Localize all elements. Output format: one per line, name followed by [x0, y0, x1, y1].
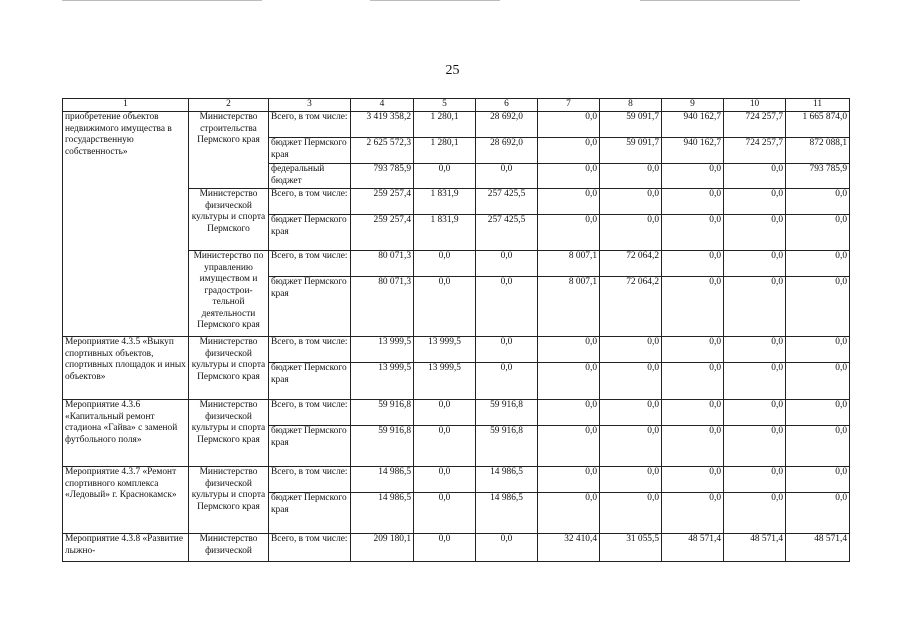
amount-cell-col-4: 14 986,5: [351, 493, 414, 534]
amount-cell-col-7: 0,0: [538, 467, 600, 493]
amount-cell-col-11: 0,0: [786, 426, 850, 467]
responsible-executor-cell: Министерство физической культуры и спорта Пермского края: [189, 400, 269, 467]
amount-cell-col-10: 724 257,7: [724, 112, 786, 138]
amount-cell-col-4: 209 180,1: [351, 534, 414, 562]
event-name-cell: Мероприятие 4.3.5 «Выкуп спортивных объектов, спортивных площадок и иных объектов»: [63, 337, 189, 400]
amount-cell-col-8: 0,0: [600, 337, 662, 363]
amount-cell-col-5: 1 831,9: [414, 215, 476, 251]
amount-cell-col-4: 80 071,3: [351, 277, 414, 337]
amount-cell-col-6: 59 916,8: [476, 400, 538, 426]
amount-cell-col-9: 0,0: [662, 467, 724, 493]
amount-cell-col-9: 0,0: [662, 363, 724, 400]
amount-cell-col-10: 0,0: [724, 400, 786, 426]
amount-cell-col-11: 0,0: [786, 251, 850, 277]
amount-cell-col-10: 0,0: [724, 215, 786, 251]
amount-cell-col-8: 0,0: [600, 426, 662, 467]
funding-source-cell: бюджет Пермского края: [269, 363, 351, 400]
amount-cell-col-10: 0,0: [724, 493, 786, 534]
amount-cell-col-7: 0,0: [538, 189, 600, 215]
amount-cell-col-8: 59 091,7: [600, 138, 662, 164]
amount-cell-col-4: 13 999,5: [351, 363, 414, 400]
table-row: [63, 337, 850, 363]
table-row: [63, 400, 850, 426]
funding-source-cell: Всего, в том числе:: [269, 400, 351, 426]
amount-cell-col-10: 48 571,4: [724, 534, 786, 562]
amount-cell-col-8: 72 064,2: [600, 251, 662, 277]
amount-cell-col-7: 32 410,4: [538, 534, 600, 562]
amount-cell-col-7: 0,0: [538, 400, 600, 426]
amount-cell-col-10: 0,0: [724, 467, 786, 493]
amount-cell-col-5: 0,0: [414, 164, 476, 189]
amount-cell-col-10: 0,0: [724, 189, 786, 215]
amount-cell-col-4: 14 986,5: [351, 467, 414, 493]
table-row: [63, 112, 850, 138]
column-header-1: 1: [63, 99, 189, 112]
amount-cell-col-8: 0,0: [600, 400, 662, 426]
amount-cell-col-11: 0,0: [786, 189, 850, 215]
amount-cell-col-10: 0,0: [724, 164, 786, 189]
amount-cell-col-6: 14 986,5: [476, 467, 538, 493]
amount-cell-col-4: 259 257,4: [351, 215, 414, 251]
responsible-executor-cell: Министерство физической культуры и спорта Пермского: [189, 189, 269, 251]
amount-cell-col-10: 0,0: [724, 363, 786, 400]
amount-cell-col-11: 0,0: [786, 215, 850, 251]
funding-source-cell: федеральный бюджет: [269, 164, 351, 189]
funding-source-cell: Всего, в том числе:: [269, 467, 351, 493]
amount-cell-col-7: 0,0: [538, 426, 600, 467]
amount-cell-col-6: 0,0: [476, 164, 538, 189]
amount-cell-col-4: 13 999,5: [351, 337, 414, 363]
amount-cell-col-6: 14 986,5: [476, 493, 538, 534]
amount-cell-col-6: 59 916,8: [476, 426, 538, 467]
amount-cell-col-5: 0,0: [414, 400, 476, 426]
amount-cell-col-10: 0,0: [724, 337, 786, 363]
page-number: 25: [445, 63, 460, 78]
funding-source-cell: Всего, в том числе:: [269, 251, 351, 277]
amount-cell-col-9: 0,0: [662, 215, 724, 251]
amount-cell-col-11: 48 571,4: [786, 534, 850, 562]
amount-cell-col-5: 1 831,9: [414, 189, 476, 215]
amount-cell-col-7: 0,0: [538, 164, 600, 189]
amount-cell-col-10: 0,0: [724, 426, 786, 467]
amount-cell-col-6: 0,0: [476, 363, 538, 400]
amount-cell-col-6: 257 425,5: [476, 215, 538, 251]
amount-cell-col-5: 13 999,5: [414, 363, 476, 400]
table-row: [63, 467, 850, 493]
amount-cell-col-6: 257 425,5: [476, 189, 538, 215]
amount-cell-col-11: 0,0: [786, 493, 850, 534]
amount-cell-col-4: 259 257,4: [351, 189, 414, 215]
amount-cell-col-8: 0,0: [600, 189, 662, 215]
amount-cell-col-8: 31 055,5: [600, 534, 662, 562]
responsible-executor-cell: Министерство строительства Пермского края: [189, 112, 269, 189]
responsible-executor-cell: Министерство физической культуры и спорта Пермского края: [189, 467, 269, 534]
amount-cell-col-4: 2 625 572,3: [351, 138, 414, 164]
amount-cell-col-6: 0,0: [476, 534, 538, 562]
responsible-executor-cell: Министерство физической: [189, 534, 269, 562]
amount-cell-col-6: 0,0: [476, 251, 538, 277]
event-name-cell: приобретение объектов недвижимого имущества в государственную собственность»: [63, 112, 189, 337]
table-body: [63, 112, 850, 562]
amount-cell-col-6: 0,0: [476, 337, 538, 363]
funding-source-cell: бюджет Пермского края: [269, 138, 351, 164]
amount-cell-col-4: 59 916,8: [351, 426, 414, 467]
amount-cell-col-5: 0,0: [414, 426, 476, 467]
funding-source-cell: Всего, в том числе:: [269, 189, 351, 215]
amount-cell-col-9: 940 162,7: [662, 112, 724, 138]
responsible-executor-cell: Министерство физической культуры и спорта Пермского края: [189, 337, 269, 400]
amount-cell-col-11: 872 088,1: [786, 138, 850, 164]
amount-cell-col-5: 0,0: [414, 251, 476, 277]
column-header-9: 9: [662, 99, 724, 112]
amount-cell-col-11: 0,0: [786, 400, 850, 426]
amount-cell-col-9: 0,0: [662, 493, 724, 534]
top-rule-mid: [370, 0, 500, 1]
amount-cell-col-5: 13 999,5: [414, 337, 476, 363]
column-header-2: 2: [189, 99, 269, 112]
event-name-cell: Мероприятие 4.3.8 «Развитие лыжно-: [63, 534, 189, 562]
amount-cell-col-8: 0,0: [600, 467, 662, 493]
funding-source-cell: бюджет Пермского края: [269, 215, 351, 251]
funding-source-cell: Всего, в том числе:: [269, 112, 351, 138]
amount-cell-col-9: 940 162,7: [662, 138, 724, 164]
header-row: [63, 99, 850, 112]
amount-cell-col-7: 0,0: [538, 112, 600, 138]
amount-cell-col-4: 59 916,8: [351, 400, 414, 426]
amount-cell-col-7: 0,0: [538, 493, 600, 534]
amount-cell-col-4: 80 071,3: [351, 251, 414, 277]
amount-cell-col-11: 0,0: [786, 277, 850, 337]
top-rule-left: [62, 0, 262, 1]
amount-cell-col-10: 0,0: [724, 251, 786, 277]
amount-cell-col-11: 0,0: [786, 467, 850, 493]
amount-cell-col-5: 0,0: [414, 493, 476, 534]
amount-cell-col-8: 72 064,2: [600, 277, 662, 337]
amount-cell-col-8: 0,0: [600, 363, 662, 400]
amount-cell-col-7: 0,0: [538, 337, 600, 363]
table-row: [63, 534, 850, 562]
responsible-executor-cell: Министерство по управлению имуществом и градострои-тельной деятельности Пермского края: [189, 251, 269, 337]
amount-cell-col-5: 1 280,1: [414, 138, 476, 164]
amount-cell-col-6: 0,0: [476, 277, 538, 337]
amount-cell-col-11: 0,0: [786, 363, 850, 400]
amount-cell-col-11: 1 665 874,0: [786, 112, 850, 138]
amount-cell-col-11: 0,0: [786, 337, 850, 363]
amount-cell-col-7: 8 007,1: [538, 277, 600, 337]
amount-cell-col-9: 0,0: [662, 426, 724, 467]
column-header-11: 11: [786, 99, 850, 112]
amount-cell-col-8: 59 091,7: [600, 112, 662, 138]
amount-cell-col-9: 0,0: [662, 400, 724, 426]
amount-cell-col-8: 0,0: [600, 164, 662, 189]
amount-cell-col-10: 724 257,7: [724, 138, 786, 164]
amount-cell-col-9: 0,0: [662, 277, 724, 337]
event-name-cell: Мероприятие 4.3.7 «Ремонт спортивного комплекса «Ледовый» г. Краснокамск»: [63, 467, 189, 534]
amount-cell-col-4: 793 785,9: [351, 164, 414, 189]
amount-cell-col-8: 0,0: [600, 493, 662, 534]
amount-cell-col-5: 0,0: [414, 467, 476, 493]
amount-cell-col-9: 0,0: [662, 164, 724, 189]
amount-cell-col-6: 28 692,0: [476, 112, 538, 138]
amount-cell-col-8: 0,0: [600, 215, 662, 251]
amount-cell-col-7: 0,0: [538, 363, 600, 400]
amount-cell-col-5: 0,0: [414, 277, 476, 337]
event-name-cell: Мероприятие 4.3.6 «Капитальный ремонт стадиона «Гайва» с заменой футбольного поля»: [63, 400, 189, 467]
amount-cell-col-9: 48 571,4: [662, 534, 724, 562]
amount-cell-col-7: 8 007,1: [538, 251, 600, 277]
amount-cell-col-9: 0,0: [662, 189, 724, 215]
funding-source-cell: бюджет Пермского края: [269, 426, 351, 467]
amount-cell-col-9: 0,0: [662, 251, 724, 277]
funding-source-cell: бюджет Пермского края: [269, 493, 351, 534]
amount-cell-col-5: 1 280,1: [414, 112, 476, 138]
top-rule-right: [640, 0, 800, 1]
amount-cell-col-6: 28 692,0: [476, 138, 538, 164]
budget-table: [62, 98, 850, 562]
column-header-7: 7: [538, 99, 600, 112]
column-header-3: 3: [269, 99, 351, 112]
amount-cell-col-7: 0,0: [538, 138, 600, 164]
column-header-4: 4: [351, 99, 414, 112]
amount-cell-col-5: 0,0: [414, 534, 476, 562]
amount-cell-col-9: 0,0: [662, 337, 724, 363]
amount-cell-col-11: 793 785,9: [786, 164, 850, 189]
column-header-5: 5: [414, 99, 476, 112]
amount-cell-col-4: 3 419 358,2: [351, 112, 414, 138]
amount-cell-col-7: 0,0: [538, 215, 600, 251]
column-header-10: 10: [724, 99, 786, 112]
funding-source-cell: Всего, в том числе:: [269, 337, 351, 363]
column-header-8: 8: [600, 99, 662, 112]
funding-source-cell: Всего, в том числе:: [269, 534, 351, 562]
amount-cell-col-10: 0,0: [724, 277, 786, 337]
column-header-6: 6: [476, 99, 538, 112]
funding-source-cell: бюджет Пермского края: [269, 277, 351, 337]
